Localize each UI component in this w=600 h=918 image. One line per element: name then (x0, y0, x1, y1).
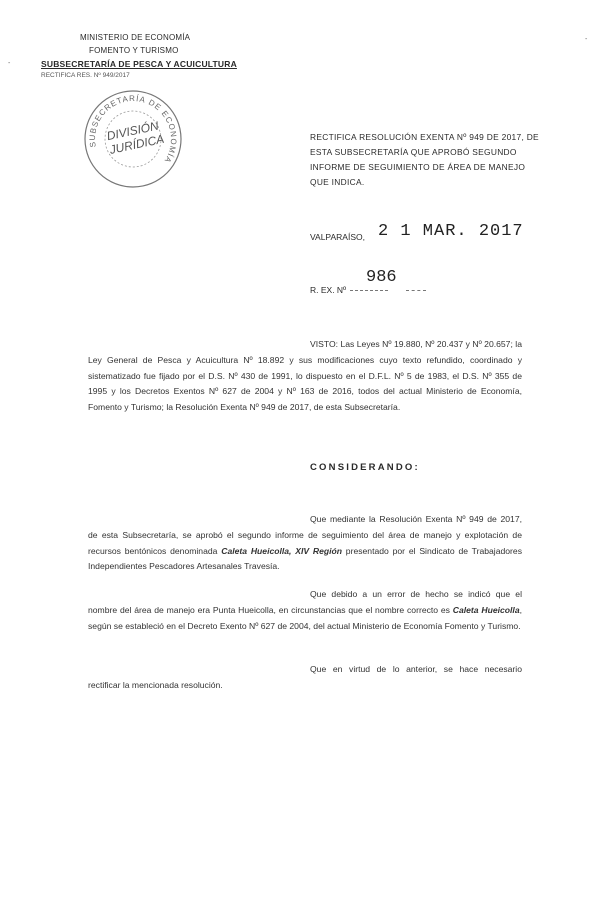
ministry-name-line2: FOMENTO Y TURISMO (89, 46, 179, 55)
margin-mark: - (8, 60, 11, 67)
margin-mark: - (585, 36, 588, 43)
visto-paragraph: VISTO: Las Leyes Nº 19.880, Nº 20.437 y Nº 20.657; la Ley General de Pesca y Acuicultura Nº 18.892 y sus modificaciones cuyo texto refundido, coordinado y sistematizado fue fijado por el D.S. Nº 430 de 1991, lo dispuesto en el D.F.L. Nº 5 de 1983, el D.S. Nº 355 de 1995 y los Decretos Exentos Nº 627 de 2004 y Nº 163 de 2016, todos del actual Ministerio de Economía, Fomento y Turismo; la Resolución Exenta Nº 949 de 2017, de esta Subsecretaría. (88, 339, 522, 413)
area-name-emphasis: Caleta Hueicolla, XIV Región (221, 545, 342, 556)
division-juridica-stamp (73, 79, 194, 200)
stamp-center-text: DIVISIÓN JURÍDICA (105, 118, 166, 157)
considerando-p2-tail: , según se estableció en el Decreto Exento Nº 627 de 2004, del actual Ministerio de Economía Fomento y Turismo. (88, 604, 522, 631)
rex-underline-left (350, 290, 388, 291)
considerando-paragraph-3: Que en virtud de lo anterior, se hace necesario rectificar la mencionada resolución. (88, 664, 522, 690)
rex-underline-right (406, 290, 426, 291)
resolution-summary: RECTIFICA RESOLUCIÓN EXENTA Nº 949 DE 2017, DE ESTA SUBSECRETARÍA QUE APROBÓ SEGUNDO INFORME DE SEGUIMIENTO DE ÁREA DE MANEJO QUE INDICA. (310, 132, 539, 187)
place-label: VALPARAÍSO, (310, 232, 365, 242)
reference-line: RECTIFICA RES. Nº 949/2017 (41, 72, 130, 79)
considerando-p2-text: Que debido a un error de hecho se indicó que el nombre del área de manejo era Punta Hueicolla, en circunstancias que el nombre correcto es (88, 589, 522, 615)
stamp-ring-text: SUBSECRETARÍA DE ECONOMÍA (87, 93, 179, 165)
considerando-p1-text: Que mediante la Resolución Exenta Nº 949 de 2017, de esta Subsecretaría, se aprobó el segundo informe de seguimiento del área de manejo y explotación de recursos bentónicos denominada (88, 514, 522, 556)
rex-number: 986 (366, 268, 397, 287)
considerando-p1-tail: presentado por el Sindicato de Trabajadores Independientes Pescadores Artesanales Travesía. (88, 545, 522, 572)
correct-name-emphasis: Caleta Hueicolla (452, 604, 520, 615)
ministry-name: MINISTERIO DE ECONOMÍA (80, 33, 191, 42)
considerando-paragraph-1 (88, 512, 522, 575)
considerando-heading: CONSIDERANDO: (310, 462, 420, 473)
resolution-date: 2 1 MAR. 2017 (378, 222, 524, 241)
considerando-paragraph-2 (88, 587, 522, 634)
rex-label: R. EX. Nº (310, 285, 347, 295)
subsecretaria-name: SUBSECRETARÍA DE PESCA Y ACUICULTURA (41, 59, 237, 69)
